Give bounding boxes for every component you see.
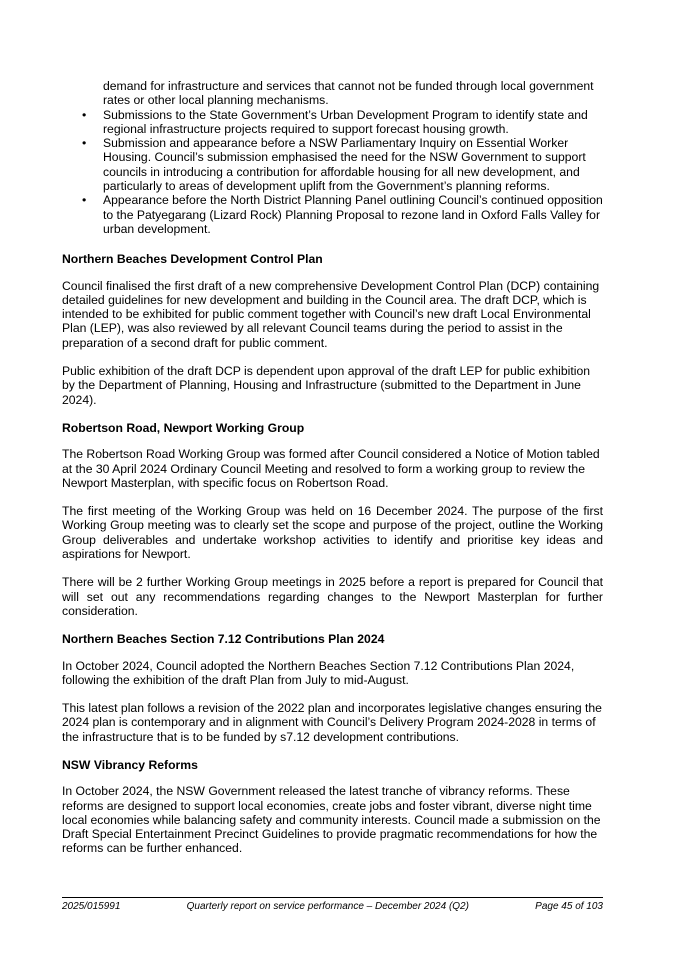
paragraph: In October 2024, the NSW Government released the latest tranche of vibrancy reforms. These reforms are designed to support local economies, create jobs and foster vibrant, diverse night time local economies while balancing safety and community interests. Council made a submission on the Draft Special Entertainment Precinct Guidelines to provide pragmatic recommendations for how the reforms can be further enhanced. — [62, 784, 601, 856]
bullet-list — [62, 108, 603, 237]
section-heading-dcp: Northern Beaches Development Control Plan — [62, 252, 323, 267]
section-heading-vibrancy-reforms: NSW Vibrancy Reforms — [62, 757, 198, 772]
paragraph: There will be 2 further Working Group meetings in 2025 before a report is prepared for Council that will set out any recommendations regarding changes to the Newport Masterplan for further consideration. — [62, 575, 603, 618]
bullet-icon: • — [82, 193, 87, 208]
paragraph: In October 2024, Council adopted the Northern Beaches Section 7.12 Contributions Plan 2024, following the exhibition of the draft Plan from July to mid-August. — [62, 658, 575, 687]
list-item — [62, 108, 603, 137]
bullet-text: Submissions to the State Government’s Urban Development Program to identify state and regional infrastructure projects required to support forecast housing growth. — [103, 107, 588, 136]
list-item — [62, 136, 603, 193]
section-heading-robertson-road: Robertson Road, Newport Working Group — [62, 420, 305, 435]
list-item — [62, 193, 603, 236]
bullet-text: Appearance before the North District Planning Panel outlining Council’s continued opposition to the Patyegarang (Lizard Rock) Planning Proposal to rezone land in Oxford Falls Valley for urban development. — [103, 193, 603, 236]
footer-report-title: Quarterly report on service performance – December 2024 (Q2) — [186, 901, 469, 912]
bullet-text: Submission and appearance before a NSW Parliamentary Inquiry on Essential Worker Housing. Council’s submission emphasised the need for the NSW Government to support councils in introducing a contribution for affordable housing for all new development, and particularly to areas of development uplift from the Government’s planning reforms. — [103, 136, 586, 194]
section-heading-contributions-plan: Northern Beaches Section 7.12 Contributions Plan 2024 — [62, 632, 385, 647]
paragraph: The Robertson Road Working Group was formed after Council considered a Notice of Motion tabled at the 30 April 2024 Ordinary Council Meeting and resolved to form a working group to review the Newport Masterplan, with specific focus on Robertson Road. — [62, 447, 600, 490]
footer-page-number: Page 45 of 103 — [535, 901, 603, 912]
footer-doc-number: 2025/015991 — [62, 901, 121, 912]
paragraph: Council finalised the first draft of a new comprehensive Development Control Plan (DCP) containing detailed guidelines for new development and building in the Council area. The draft DCP, which is intended to be exhibited for public comment together with Council’s new draft Local Environmental Plan (LEP), was also reviewed by all relevant Council teams during the period to assist in the preparation of a second draft for public comment. — [62, 278, 600, 350]
bullet-icon: • — [82, 107, 87, 122]
page-footer — [62, 897, 603, 912]
document-body — [62, 79, 603, 870]
bullet-icon: • — [82, 136, 87, 151]
paragraph: Public exhibition of the draft DCP is dependent upon approval of the draft LEP for public exhibition by the Department of Planning, Housing and Infrastructure (submitted to the Department in June 2024). — [62, 364, 591, 407]
intro-continuation: demand for infrastructure and services that cannot not be funded through local government rates or other local planning mechanisms. — [103, 79, 594, 108]
paragraph: The first meeting of the Working Group was held on 16 December 2024. The purpose of the first Working Group meeting was to clearly set the scope and purpose of the project, outline the Working Group deliverables and undertake workshop activities to identify and prioritise key ideas and aspirations for Newport. — [62, 504, 603, 562]
paragraph: This latest plan follows a revision of the 2022 plan and incorporates legislative changes ensuring the 2024 plan is contemporary and in alignment with Council’s Delivery Program 2024-2028 in terms of the infrastructure that is to be funded by s7.12 development contributions. — [62, 701, 602, 744]
